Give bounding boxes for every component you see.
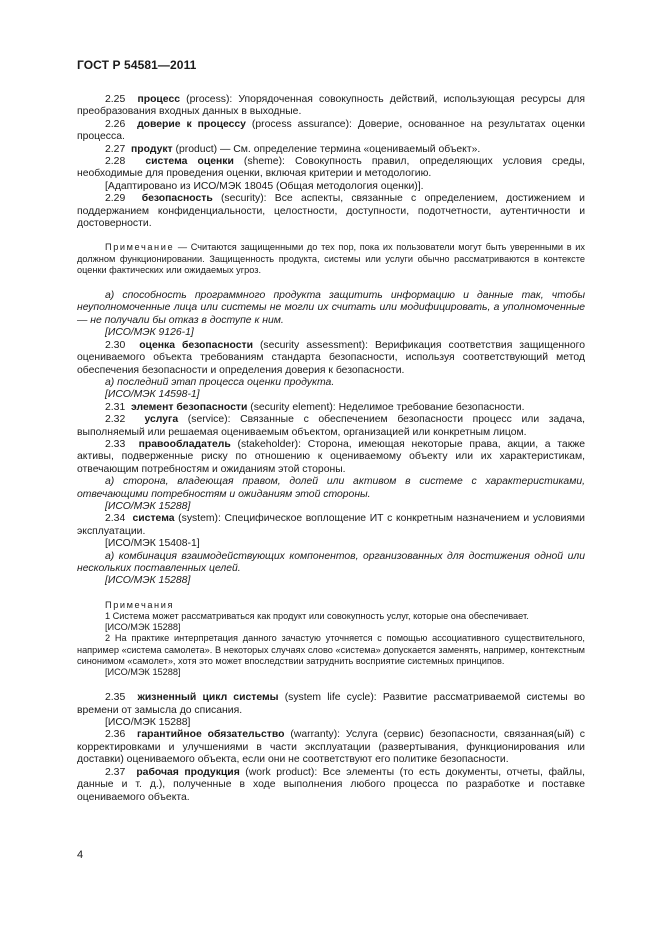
term-2-32: 2.32 услуга (service): Связанные с обеспечением безопасности процесс или задача, выполняемый или решаемая оцениваемым объектом, организацией или конкретным лицом. — [77, 414, 585, 438]
note-2-29: Примечание — Считаются защищенными до тех пор, пока их пользователи могут быть уверенными в их должном функционировании. Защищенность продукта, системы или услуги обычно рассматриваются в контексте оценки фактических или ожидаемых угроз. — [77, 242, 585, 275]
definition-a-2-30: а) последний этап процесса оценки продукта. — [105, 376, 335, 388]
definition-a-2-33: а) сторона, владеющая правом, долей или активом в системе с характеристиками, отвечающими потребностям и ожиданиям этой стороны. — [77, 476, 585, 500]
reference-9126: [ИСО/МЭК 9126-1] — [105, 327, 194, 339]
reference-15288-b: [ИСО/МЭК 15288] — [105, 575, 191, 587]
note-2: 2 На практике интерпретация данного зачастую уточняется с помощью ассоциативного существительного, например «система самолета». В некоторых случаях слово «система» допускается заменять, например, контекстным синонимом «самолет», хотя это может впоследствии затруднить восприятие системных принципов. — [77, 633, 585, 666]
definition-a-2-34: а) комбинация взаимодействующих компонентов, организованных для достижения одной или нескольких поставленных целей. — [77, 550, 585, 575]
term-2-29: 2.29 безопасность (security): Все аспекты, связанные с определением, достижением и поддержанием конфиденциальности, целостности, доступности, подотчетности, аутентичности и достоверности. — [77, 193, 585, 230]
term-2-30: 2.30 оценка безопасности (security assessment): Верификация соответствия защищенного оцениваемого объекта требованиям стандарта безопасности, используя соответствующий метод обеспечения безопасности и определения доверия к безопасности. — [77, 339, 585, 376]
reference-15408: [ИСО/МЭК 15408-1] — [105, 538, 200, 550]
note-1-reference: [ИСО/МЭК 15288] — [105, 622, 181, 633]
note-1: 1 Система может рассматриваться как продукт или совокупность услуг, которые она обеспечивает. — [105, 611, 529, 622]
term-2-25: 2.25 процесс (process): Упорядоченная совокупность действий, использующая ресурсы для преобразования входных данных в выходные. — [77, 94, 585, 118]
term-2-36: 2.36 гарантийное обязательство (warranty): Услуга (сервис) безопасности, связанная(ый) с корректировками и улучшениями в части эксплуатации (развертывания, функционирования или доставки) оцениваемого объекта, если они не соответствуют его политике безопасности. — [77, 729, 585, 766]
term-2-35: 2.35 жизненный цикл системы (system life cycle): Развитие рассматриваемой системы во времени от замысла до списания. — [77, 692, 586, 716]
notes-heading: Примечания — [105, 599, 175, 610]
reference-14598: [ИСО/МЭК 14598-1] — [105, 389, 200, 401]
term-2-33: 2.33 правообладатель (stakeholder): Сторона, имеющая некоторые права, акции, а также активы, подверженные риску по отношению к оцениваемому объекту или их характеристикам, отвечающим потребностям и ожиданиям этой стороны. — [77, 438, 585, 475]
document-header: ГОСТ Р 54581—2011 — [77, 58, 197, 72]
term-2-28: 2.28 система оценки (sheme): Совокупность правил, определяющих условия среды, необходимые для проведения оценки, включая критерии и методологию. — [77, 156, 585, 180]
term-2-27: 2.27 продукт (product) — См. определение термина «оцениваемый объект». — [105, 143, 481, 155]
page-content — [77, 94, 585, 804]
reference-15288-a: [ИСО/МЭК 15288] — [105, 500, 191, 512]
term-2-26: 2.26 доверие к процессу (process assurance): Доверие, основанное на результатах оценки процесса. — [77, 118, 586, 143]
term-2-34: 2.34 система (system): Специфическое воплощение ИТ с конкретным назначением и условиями эксплуатации. — [77, 513, 585, 537]
term-2-37: 2.37 рабочая продукция (work product): Все элементы (то есть документы, отчеты, файлы, данные и т. д.), полученные в ходе выполнения любого процесса по разработке и поставке оцениваемого объекта. — [77, 766, 585, 803]
reference-2-28: [Адаптировано из ИСО/МЭК 18045 (Общая методология оценки)]. — [105, 180, 424, 192]
definition-a-2-29: а) способность программного продукта защитить информацию и данные так, чтобы неуполномоченные лица или системы не могли их считать или модифицировать, а уполномоченные — не получали бы отказ в доступе к ним. — [77, 290, 585, 326]
page-number: 4 — [77, 849, 84, 861]
reference-15288-c: [ИСО/МЭК 15288] — [105, 717, 191, 729]
note-2-reference: [ИСО/МЭК 15288] — [105, 667, 181, 678]
term-2-31: 2.31 элемент безопасности (security element): Неделимое требование безопасности. — [105, 401, 525, 413]
